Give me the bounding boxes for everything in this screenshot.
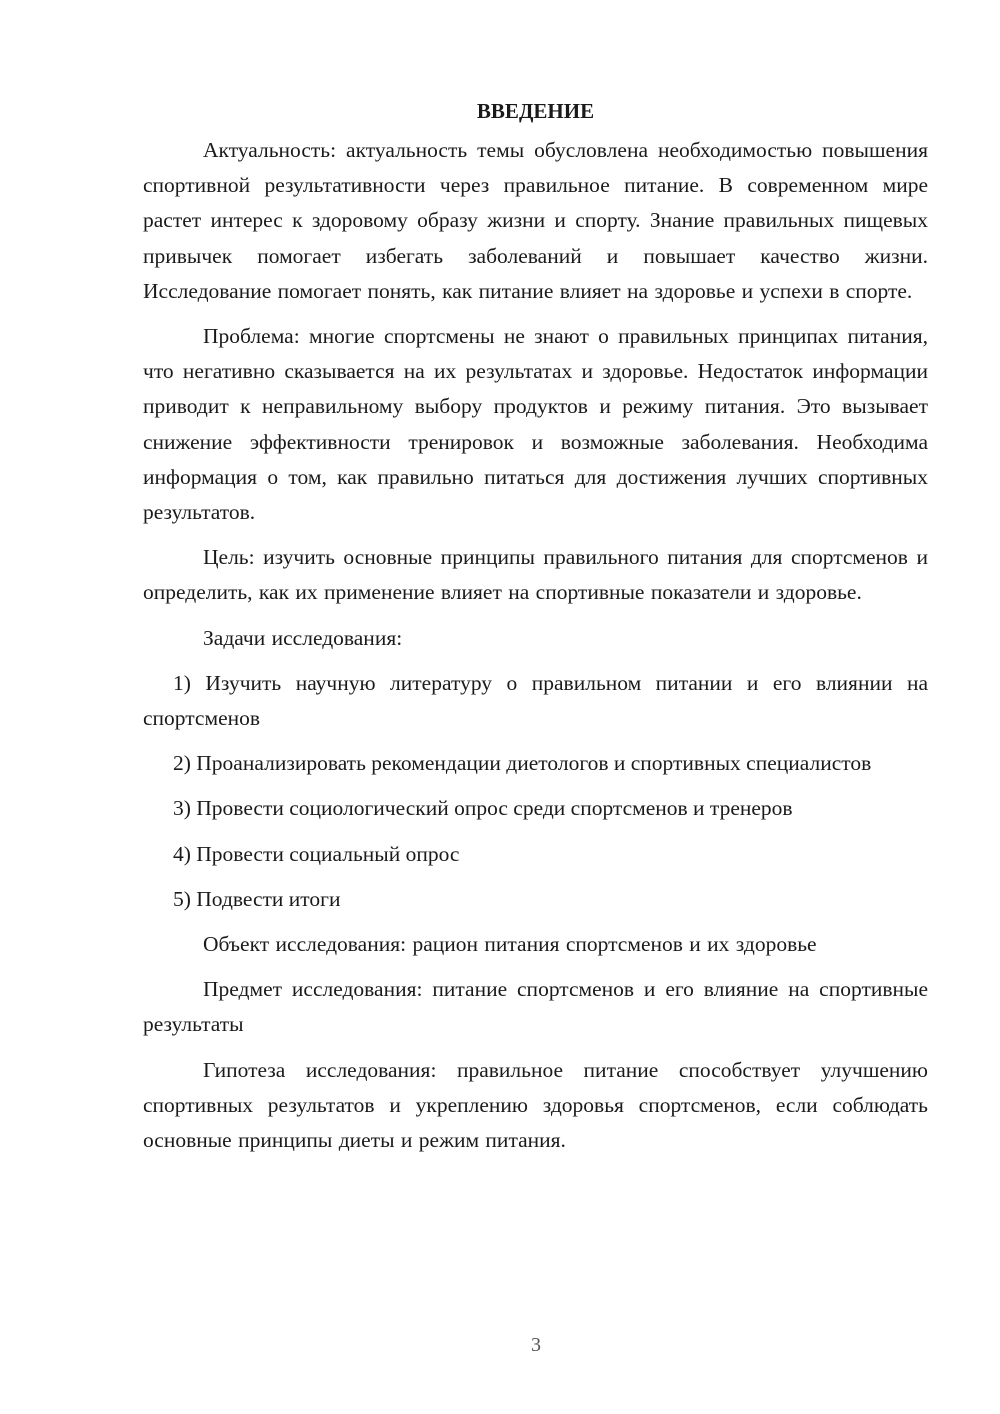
paragraph-object: Объект исследования: рацион питания спортсменов и их здоровье [203, 932, 817, 957]
task-item-2: 2) Проанализировать рекомендации диетологов и спортивных специалистов [173, 751, 872, 776]
paragraph-hypothesis: Гипотеза исследования: правильное питание способствует улучшению спортивных результатов и укреплению здоровья спортсменов, если соблюдать основные принципы диеты и режим питания. [143, 1057, 928, 1153]
paragraph-subject: Предмет исследования: питание спортсменов и его влияние на спортивные результаты [143, 977, 928, 1037]
tasks-heading: Задачи исследования: [203, 625, 403, 650]
paragraph-goal: Цель: изучить основные принципы правильного питания для спортсменов и определить, как их применение влияет на спортивные показатели и здоровье. [143, 545, 928, 605]
page-number: 3 [531, 1334, 541, 1356]
document-title: ВВЕДЕНИЕ [476, 99, 595, 123]
task-item-5: 5) Подвести итоги [173, 886, 341, 911]
task-item-1: 1) Изучить научную литературу о правильном питании и его влиянии на спортсменов [143, 670, 928, 731]
paragraph-problem: Проблема: многие спортсмены не знают о правильных принципах питания, что негативно сказывается на их результатах и здоровье. Недостаток информации приводит к неправильному выбору продуктов и режиму питания. Это вызывает снижение эффективности тренировок и возможные заболевания. Необходима информация о том, как правильно питаться для достижения лучших спортивных результатов. [143, 324, 928, 525]
task-item-4: 4) Провести социальный опрос [173, 841, 460, 866]
document-page [143, 94, 928, 1168]
task-item-3: 3) Провести социологический опрос среди спортсменов и тренеров [173, 796, 793, 821]
paragraph-relevance: Актуальность: актуальность темы обусловлена необходимостью повышения спортивной результативности через правильное питание. В современном мире растет интерес к здоровому образу жизни и спорту. Знание правильных пищевых привычек помогает избегать заболеваний и повышает качество жизни. Исследование помогает понять, как питание влияет на здоровье и успехи в спорте. [143, 138, 928, 303]
